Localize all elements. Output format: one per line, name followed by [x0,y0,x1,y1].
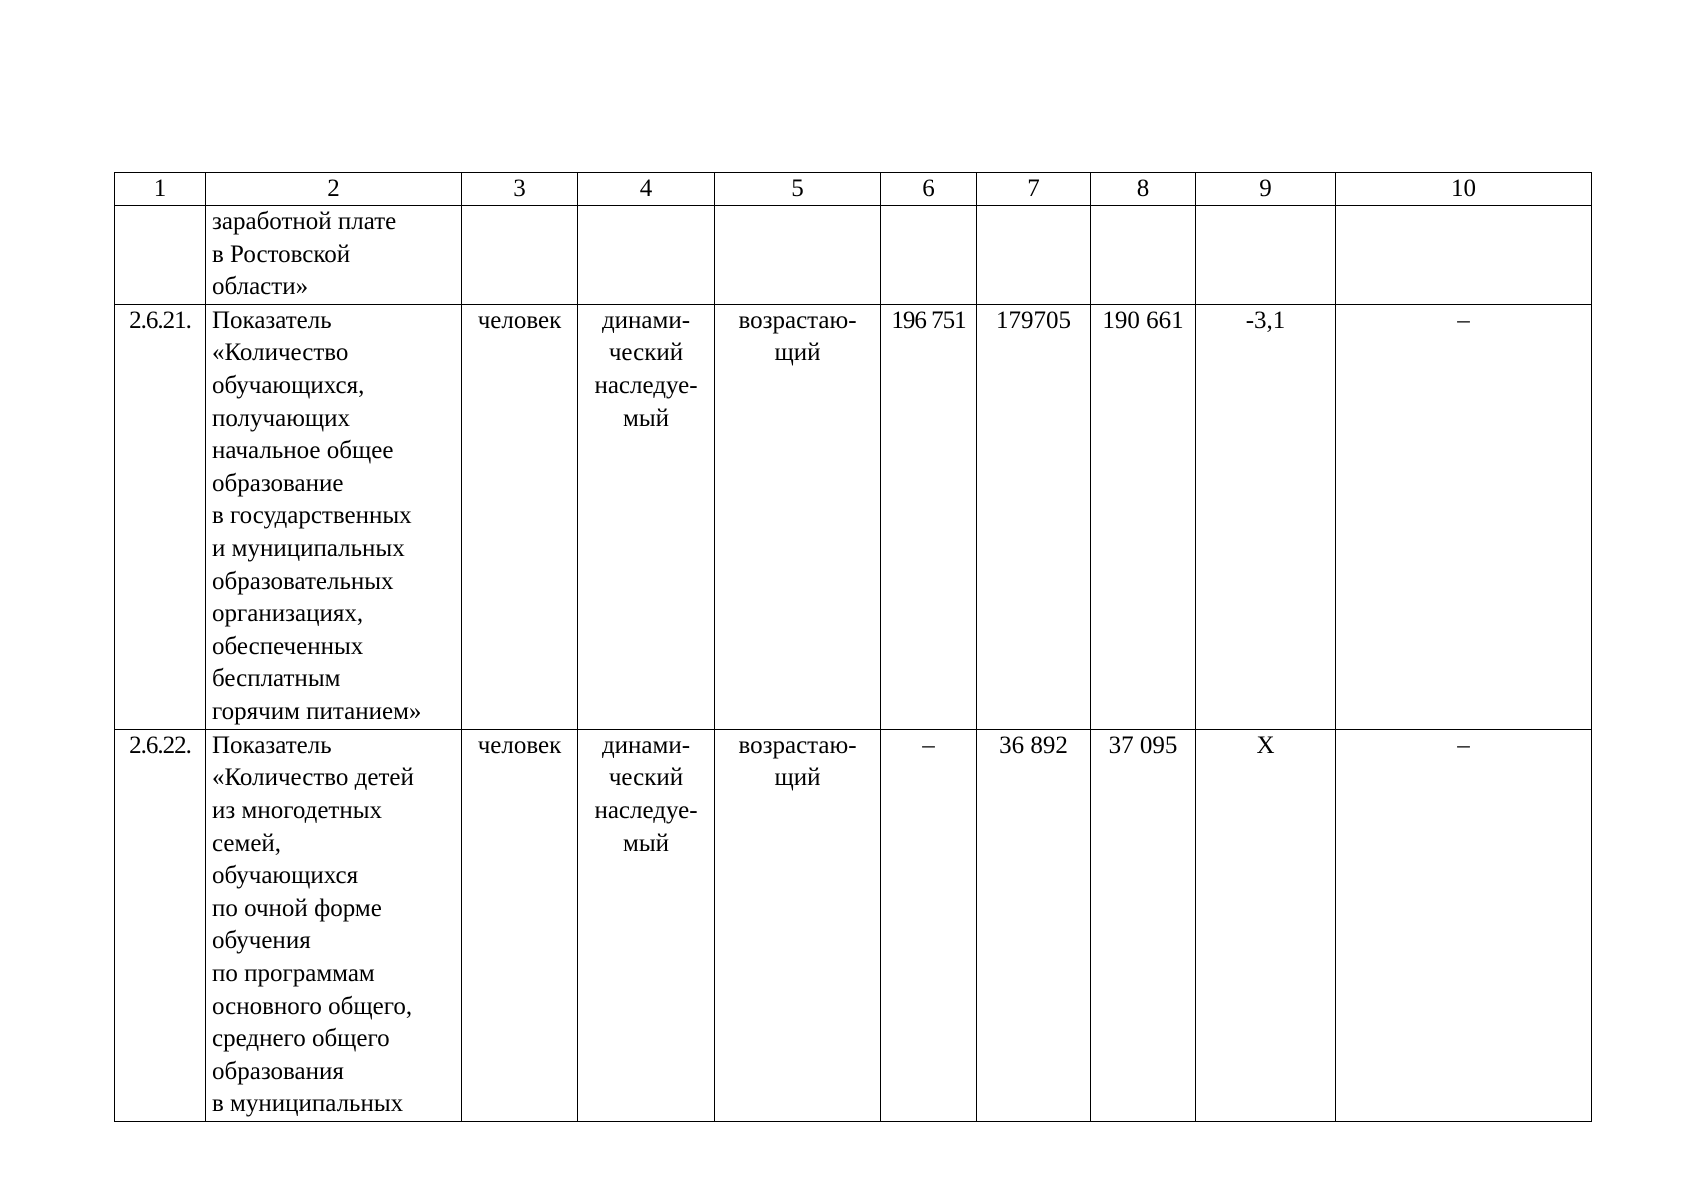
direction-cell: возрастаю- щий [715,304,881,729]
table-cell [115,206,206,305]
value-cell-col7: 36 892 [977,729,1091,1121]
value-cell-col9: -3,1 [1196,304,1336,729]
column-number-cell: 4 [578,173,715,206]
value-cell-col7: 179705 [977,304,1091,729]
table-cell [881,206,977,305]
unit-cell: человек [462,304,578,729]
value-cell-col9: X [1196,729,1336,1121]
column-number-cell: 5 [715,173,881,206]
value-cell-col10: – [1336,729,1592,1121]
indicator-type-cell: динами- ческий наследуе- мый [578,729,715,1121]
indicator-type-cell: динами- ческий наследуе- мый [578,304,715,729]
value-cell-col6: – [881,729,977,1121]
column-number-row [115,173,1592,206]
indicator-number-cell: 2.6.22. [115,729,206,1121]
column-number-cell: 9 [1196,173,1336,206]
indicator-name-cell: заработной плате в Ростовской области» [206,206,462,305]
column-number-cell: 3 [462,173,578,206]
table-cell [1091,206,1196,305]
column-number-cell: 2 [206,173,462,206]
indicator-name-cell: Показатель «Количество обучающихся, получающих начальное общее образование в государственных и муниципальных образовательных организациях, обеспеченных бесплатным горячим питанием» [206,304,462,729]
table-cell [1196,206,1336,305]
table-row [115,729,1592,1121]
column-number-cell: 6 [881,173,977,206]
indicators-table [114,172,1592,1122]
value-cell-col8: 190 661 [1091,304,1196,729]
unit-cell: человек [462,729,578,1121]
column-number-cell: 10 [1336,173,1592,206]
indicator-name-cell: Показатель «Количество детей из многодетных семей, обучающихся по очной форме обучения по программам основного общего, среднего общего образования в муниципальных [206,729,462,1121]
table-cell [1336,206,1592,305]
value-cell-col6: 196 751 [881,304,977,729]
column-number-cell: 8 [1091,173,1196,206]
table-row [115,304,1592,729]
table-cell [715,206,881,305]
table-cell [578,206,715,305]
table-cell [977,206,1091,305]
direction-cell: возрастаю- щий [715,729,881,1121]
table-cell [462,206,578,305]
continuation-row [115,206,1592,305]
indicator-number-cell: 2.6.21. [115,304,206,729]
column-number-cell: 7 [977,173,1091,206]
column-number-cell: 1 [115,173,206,206]
value-cell-col10: – [1336,304,1592,729]
value-cell-col8: 37 095 [1091,729,1196,1121]
